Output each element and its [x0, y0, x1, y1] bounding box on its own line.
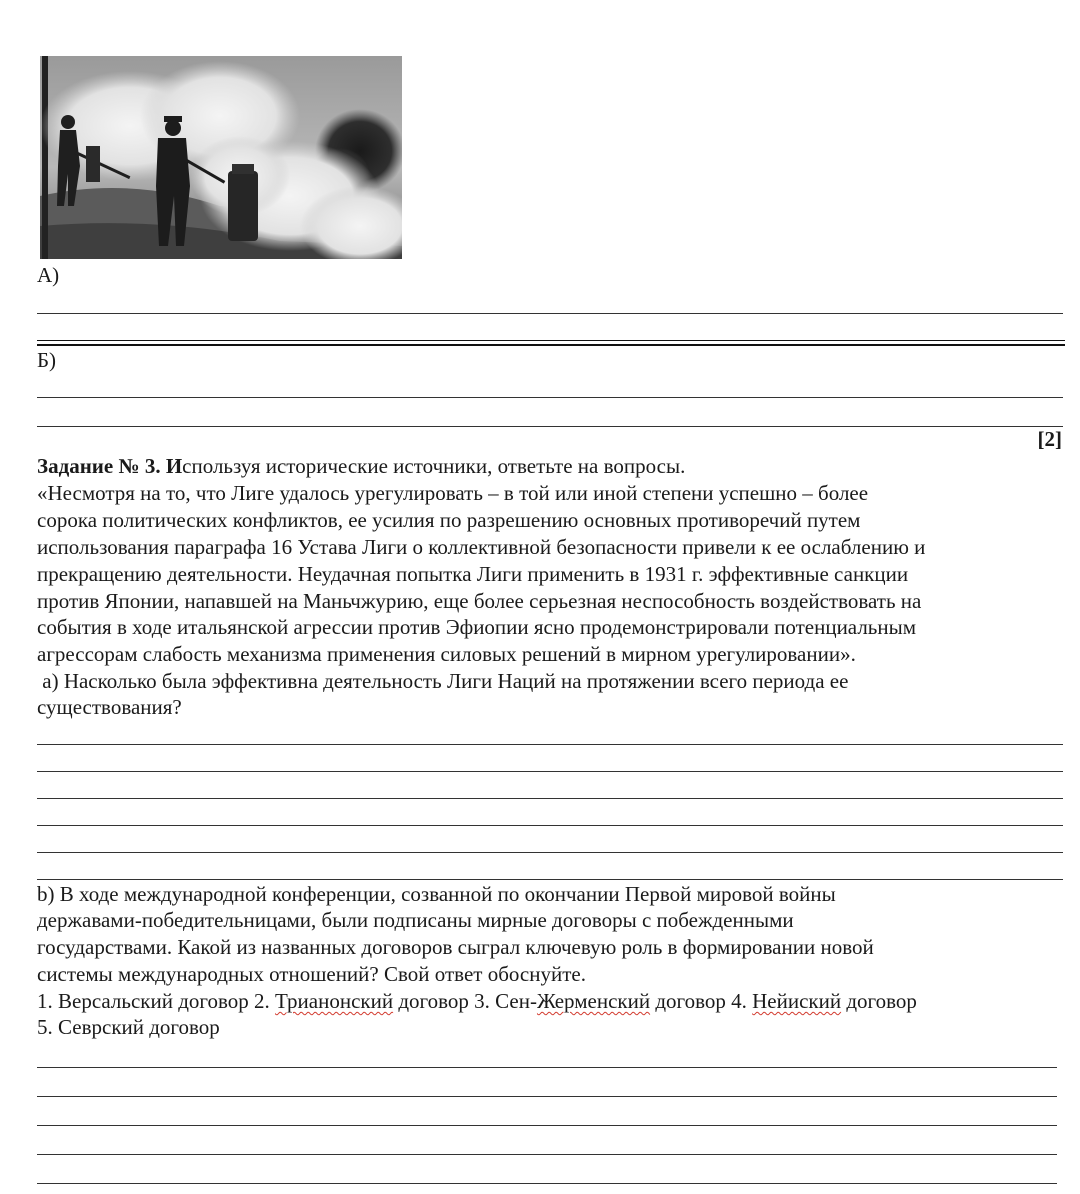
task-3-instruction: спользуя исторические источники, ответьте на вопросы.	[182, 454, 686, 478]
quote-line: события в ходе итальянской агрессии против Эфиопии ясно продемонстрировали потенциальным	[37, 615, 917, 639]
treaty-options-line-2: 5. Севрский договор	[37, 1015, 220, 1039]
part-a-label: А)	[37, 263, 60, 287]
quote-line: против Японии, напавшей на Маньчжурию, еще более серьезная неспособность воздействовать на	[37, 589, 922, 613]
question-a-line: а) Насколько была эффективна деятельность Лиги Наций на протяжении всего периода ее	[37, 669, 849, 693]
answer-line[interactable]	[37, 1154, 1057, 1155]
option-text: договор 4.	[650, 989, 753, 1013]
question-b-line: системы международных отношений? Свой ответ обоснуйте.	[37, 962, 586, 986]
double-rule-divider	[37, 340, 1065, 346]
answer-line[interactable]	[37, 426, 1063, 427]
answer-line[interactable]	[37, 771, 1063, 772]
quote-line: использования параграфа 16 Устава Лиги о коллективной безопасности привели к ее ослаблению и	[37, 535, 926, 559]
answer-line[interactable]	[37, 798, 1063, 799]
question-b-line: державами-победительницами, были подписаны мирные договоры с побежденными	[37, 908, 794, 932]
question-b-line: b) В ходе международной конференции, созванной по окончании Первой мировой войны	[37, 882, 836, 906]
answer-line[interactable]	[37, 879, 1063, 880]
quote-line: агрессорам слабость механизма применения силовых решений в мирном урегулировании».	[37, 642, 856, 666]
answer-line[interactable]	[37, 1125, 1057, 1126]
answer-line[interactable]	[37, 744, 1063, 745]
option-text: 1. Версальский договор 2.	[37, 989, 276, 1013]
option-text-spellcheck: Жерменский	[536, 989, 651, 1013]
answer-line[interactable]	[37, 825, 1063, 826]
option-text-spellcheck: Нейиский	[752, 989, 842, 1013]
task-3-title: Задание № 3. И	[37, 454, 183, 478]
question-b-line: государствами. Какой из названных договоров сыграл ключевую роль в формировании новой	[37, 935, 874, 959]
answer-line[interactable]	[37, 1067, 1057, 1068]
part-b-label: Б)	[37, 348, 57, 372]
score-marker: [2]	[1037, 427, 1062, 451]
quote-line: сорока политических конфликтов, ее усилия по разрешению основных противоречий путем	[37, 508, 861, 532]
question-a-line: существования?	[37, 695, 182, 719]
option-text-spellcheck: Трианонский	[275, 989, 394, 1013]
answer-line[interactable]	[37, 313, 1063, 314]
gas-attack-photo	[40, 56, 402, 259]
answer-line[interactable]	[37, 852, 1063, 853]
treaty-options	[37, 988, 917, 1015]
task-3-heading	[37, 453, 685, 480]
answer-line[interactable]	[37, 397, 1063, 398]
quote-line: прекращению деятельности. Неудачная попытка Лиги применить в 1931 г. эффективные санкции	[37, 562, 909, 586]
option-text: договор 3. Сен-	[393, 989, 537, 1013]
quote-line: «Несмотря на то, что Лиге удалось урегулировать – в той или иной степени успешно – более	[37, 481, 869, 505]
answer-line[interactable]	[37, 1096, 1057, 1097]
answer-line[interactable]	[37, 1183, 1057, 1184]
option-text: договор	[841, 989, 917, 1013]
